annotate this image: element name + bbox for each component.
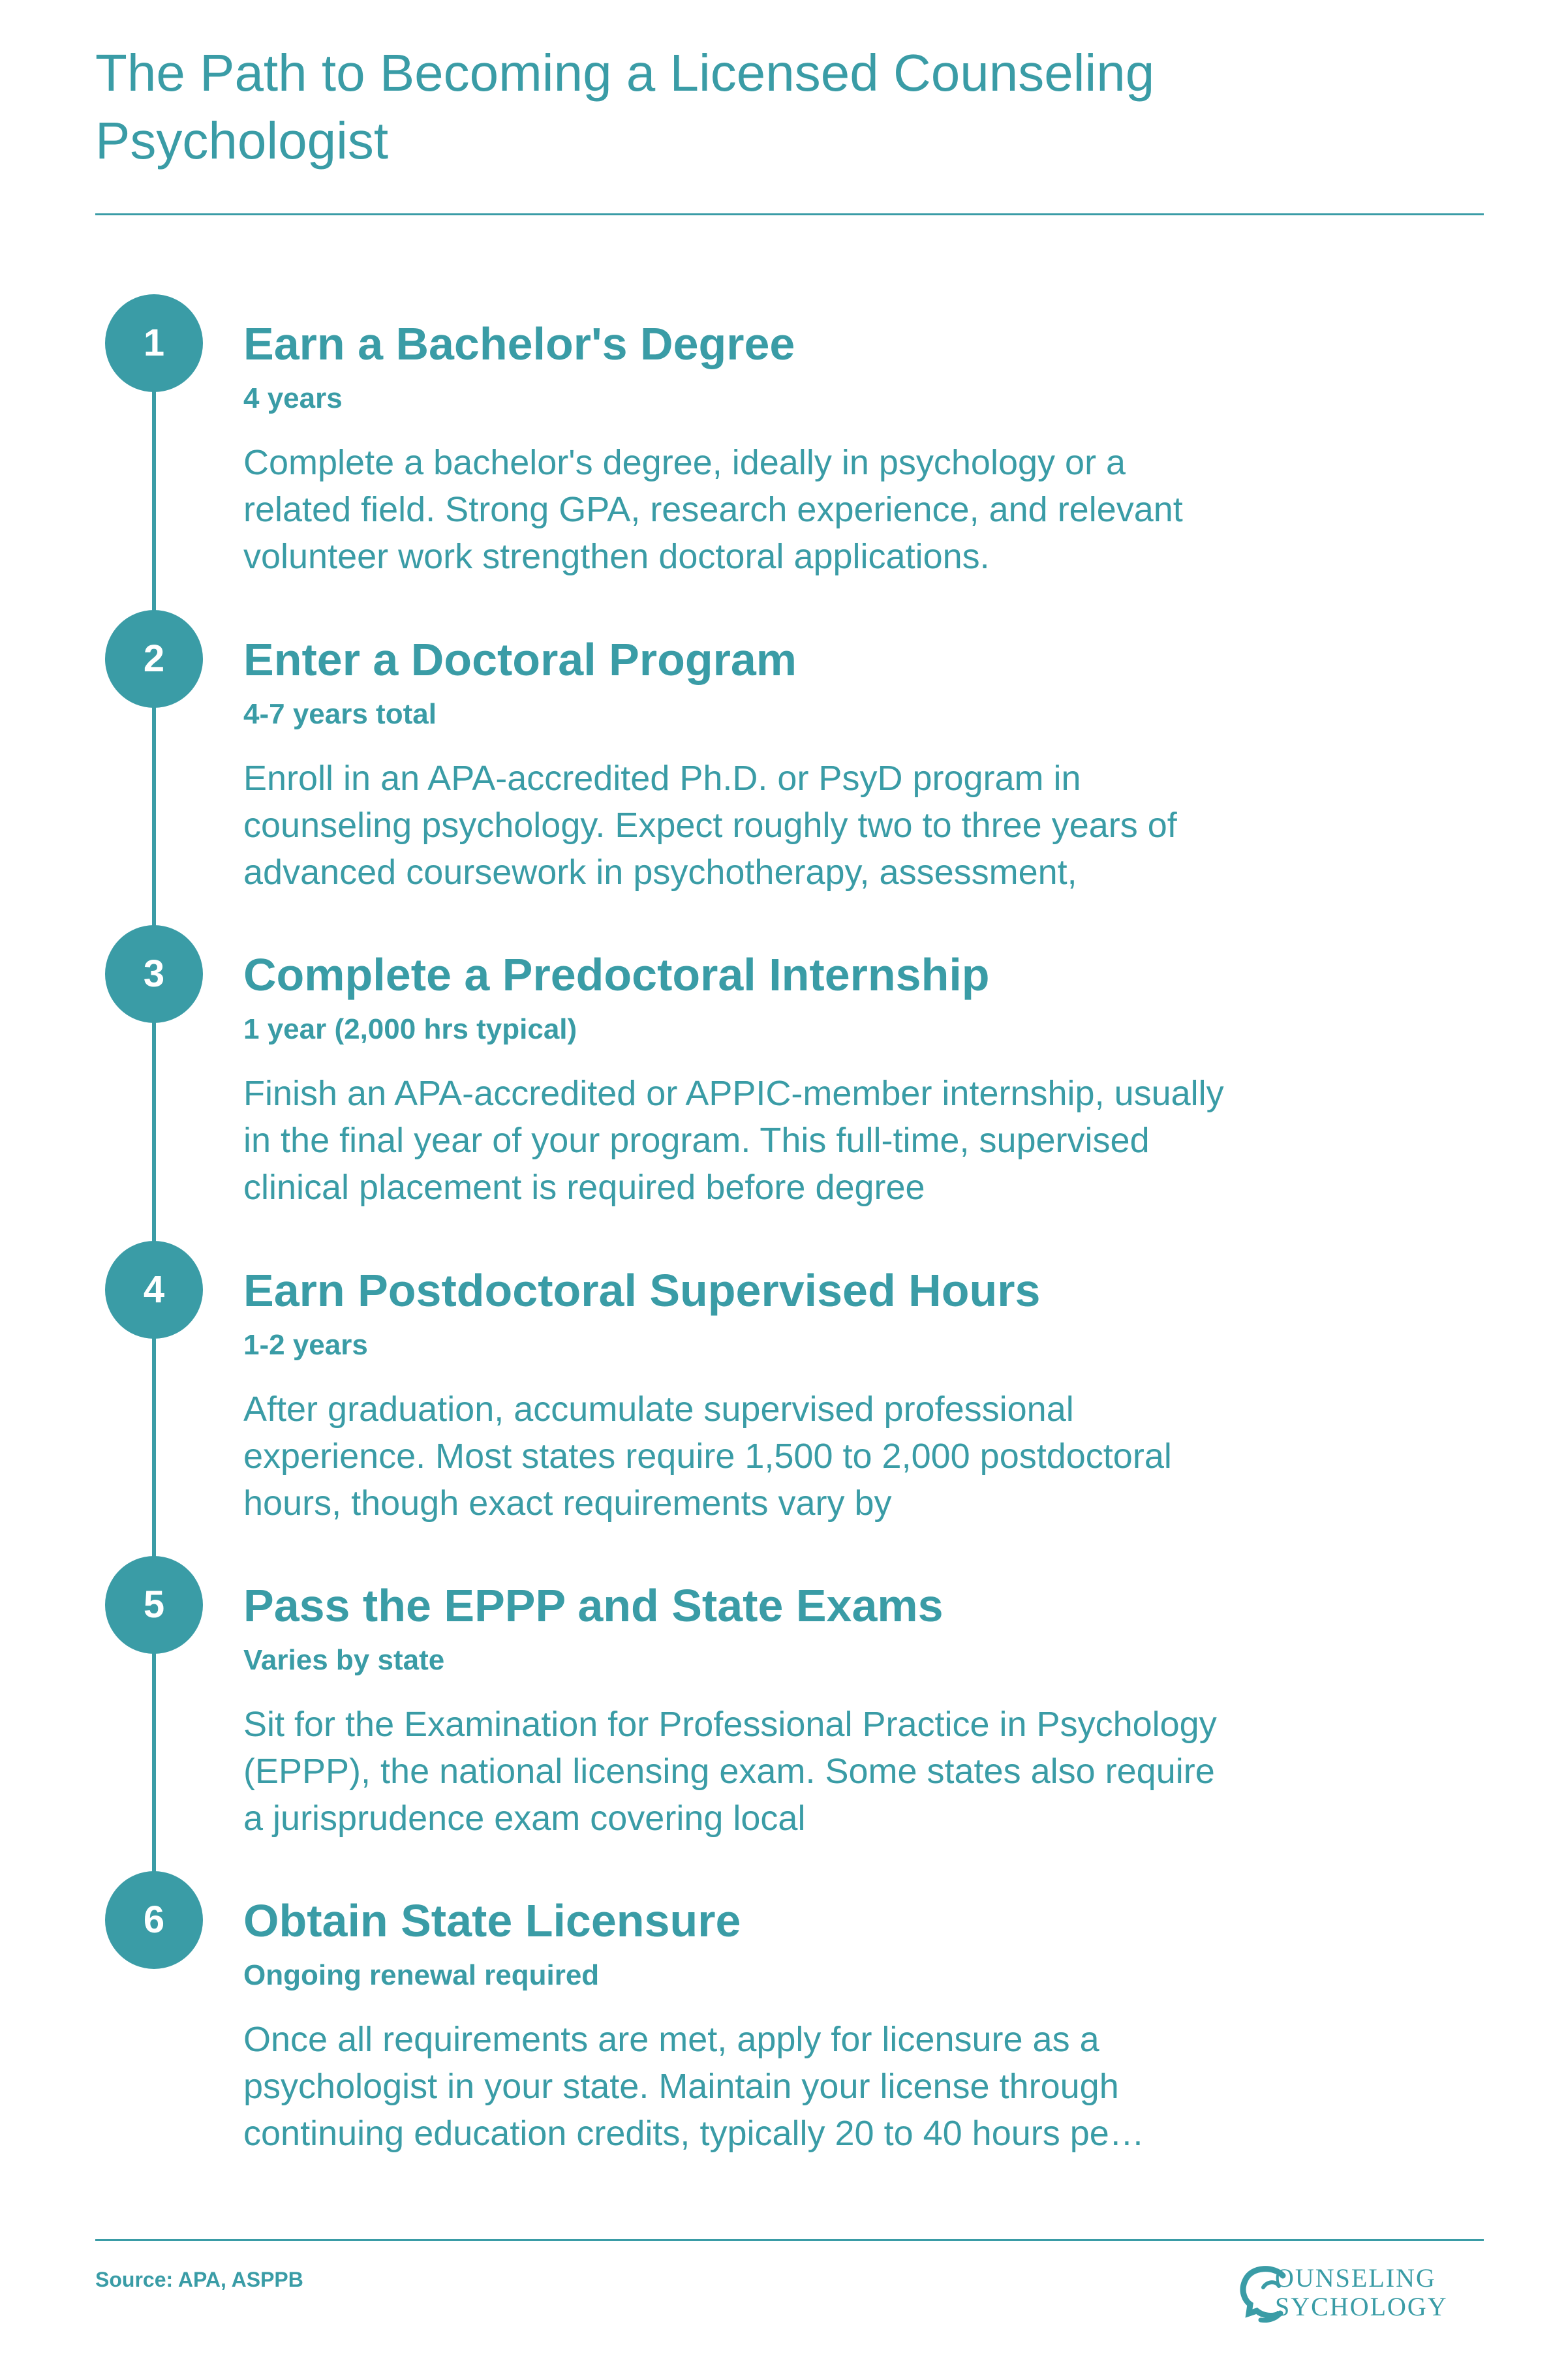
step-number-badge: 4 (105, 1241, 203, 1339)
step-duration: 1-2 years (243, 1329, 368, 1361)
step-title: Complete a Predoctoral Internship (243, 949, 990, 1000)
step-number-badge: 6 (105, 1871, 203, 1969)
timeline-step-1 (0, 294, 1566, 601)
source-note: Source: APA, ASPPB (95, 2268, 303, 2291)
timeline-step-5 (0, 1556, 1566, 1863)
step-duration: 1 year (2,000 hrs typical) (243, 1013, 577, 1045)
step-duration: Varies by state (243, 1644, 445, 1676)
footer-divider (95, 2239, 1484, 2241)
step-title: Pass the EPPP and State Exams (243, 1580, 944, 1631)
step-description: Complete a bachelor's degree, ideally in psychology or a related field. Strong GPA, research experience, and relevant volunteer work strengthen doctoral applications. (243, 443, 1183, 576)
logo-text-line2: SYCHOLOGY (1275, 2292, 1448, 2321)
step-number-badge: 3 (105, 925, 203, 1023)
step-number-badge: 2 (105, 610, 203, 708)
step-description: Once all requirements are met, apply for licensure as a psychologist in your state. Maintain your license through continuing education credits, typically 20 to 40 hours pe… (243, 2020, 1144, 2153)
step-description: Sit for the Examination for Professional Practice in Psychology (EPPP), the national licensing exam. Some states also require a jurisprudence exam covering local (243, 1705, 1217, 1838)
step-description: Enroll in an APA-accredited Ph.D. or PsyD program in counseling psychology. Expect roughly two to three years of advanced coursework in psychotherapy, assessment, (243, 759, 1177, 892)
header-divider (95, 213, 1484, 215)
timeline-step-6 (0, 1871, 1566, 2178)
step-number-badge: 1 (105, 294, 203, 392)
page-title: The Path to Becoming a Licensed Counseling Psychologist (95, 44, 1155, 170)
timeline-step-2 (0, 610, 1566, 917)
step-title: Earn a Bachelor's Degree (243, 318, 795, 369)
logo-text-line1: OUNSELING (1275, 2263, 1436, 2293)
step-duration: 4 years (243, 382, 343, 414)
timeline-step-3 (0, 925, 1566, 1232)
timeline-step-4 (0, 1241, 1566, 1548)
brand-logo (1237, 2259, 1485, 2330)
step-description: After graduation, accumulate supervised professional experience. Most states require 1,500 to 2,000 postdoctoral hours, though exact requirements vary by (243, 1390, 1172, 1523)
step-title: Enter a Doctoral Program (243, 634, 797, 685)
step-description: Finish an APA-accredited or APPIC-member internship, usually in the final year of your program. This full-time, supervised clinical placement is required before degree (243, 1074, 1224, 1207)
step-duration: Ongoing renewal required (243, 1959, 600, 1991)
step-title: Obtain State Licensure (243, 1895, 741, 1946)
step-title: Earn Postdoctoral Supervised Hours (243, 1265, 1041, 1316)
step-number-badge: 5 (105, 1556, 203, 1654)
step-duration: 4-7 years total (243, 698, 437, 730)
